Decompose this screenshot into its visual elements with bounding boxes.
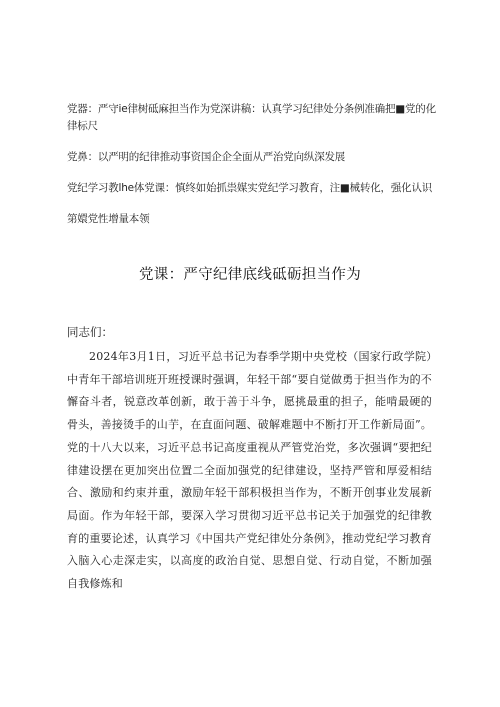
spacer bbox=[67, 166, 437, 180]
spacer bbox=[67, 135, 437, 149]
spacer bbox=[67, 197, 437, 211]
salutation: 同志们： bbox=[67, 325, 113, 339]
body-paragraph: 2024年3月1日，习近平总书记为春季学期中央党校（国家行政学院）中青年干部培训班开班授课时强调，年轻干部“要自觉做勇于担当作为的不懈奋斗者，锐意改革创新，敢于善于斗争，愿挑最重的担子，能啃最硬的骨头，善接烫手的山芋，在直面问题、破解难题中不断打开工作新局面”。党的十八大以来，习近平总书记高度重视从严管党治党，多次强调“要把纪律建设摆在更加突出位置二全面加强党的纪律建设，坚持严管和厚爱相结合、激励和约束并重，激励年轻干部积极担当作为，不断开创事业发展新局面。作为年轻干部，要深入学习贯彻习近平总书记关于加强党的纪律教育的重要论述，认真学习《中国共产党纪律处分条例》，推动党纪学习教育入脑入心走深走实，以高度的政治自觉、思想自觉、行动自觉，不断加强自我修炼和 bbox=[67, 350, 432, 591]
contents-list bbox=[67, 101, 437, 228]
contents-item: 第嬛党性增量本领 bbox=[67, 213, 150, 225]
contents-item: 党鼻：以严明的纪律推动事资国企企全面从严治党向纵深发展 bbox=[67, 151, 346, 163]
document-title: 党课：严守纪律底线砥砺担当作为 bbox=[139, 267, 361, 283]
contents-item: 党器：严守ie律树砥麻担当作为党深讲稿：认真学习纪律处分条例准确把■党的化律标尺 bbox=[67, 103, 436, 132]
contents-item: 党纪学习教lhe体党课：慎终如始抓祟媒实党纪学习教育，注■械转化，强化认识 bbox=[67, 182, 433, 194]
